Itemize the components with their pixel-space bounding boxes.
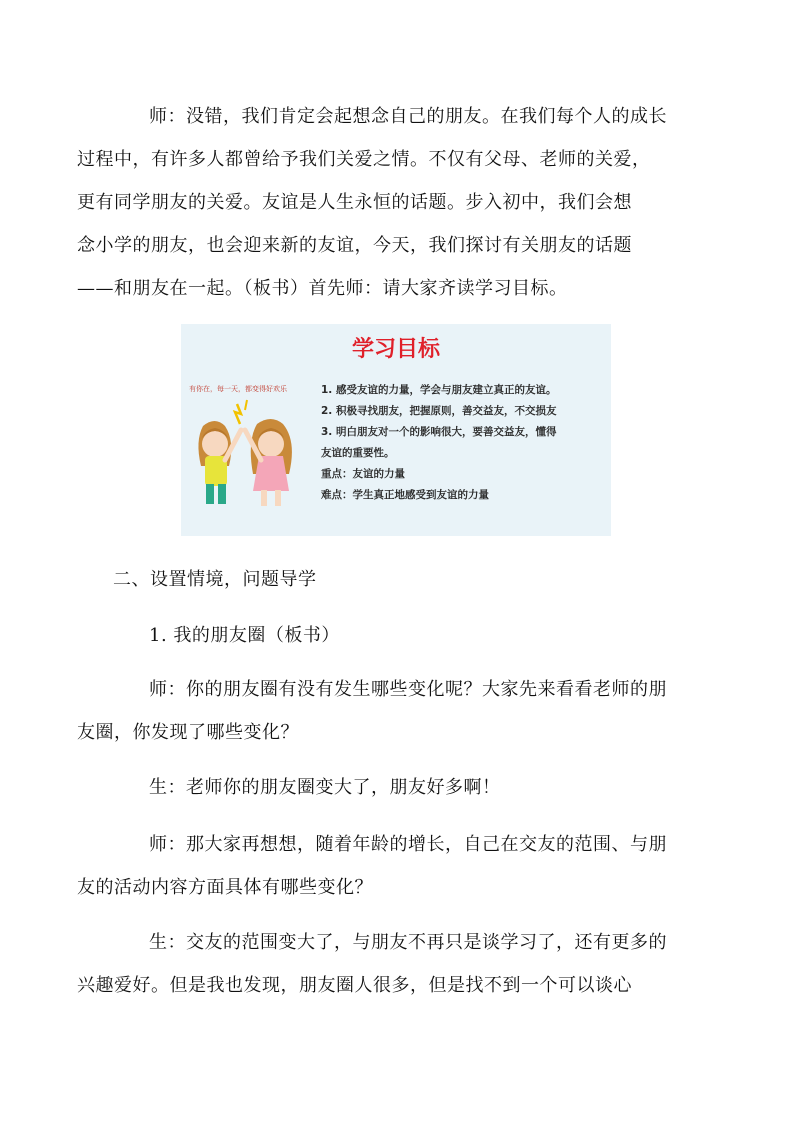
subsection-title: 1. 我的朋友圈（板书） [149,625,340,646]
text-line: 生：老师你的朋友圈变大了，朋友好多啊！ [149,777,501,798]
key-point: 重点：友谊的力量 [321,468,405,480]
figure-caption: 有你在，每一天，都变得好欢乐 [189,385,287,393]
section-title: 二、设置情境，问题导学 [113,569,317,590]
text-line: 友圈，你发现了哪些变化？ [77,722,299,743]
text-line: 过程中，有许多人都曾给予我们关爱之情。不仅有父母、老师的关爱， [77,149,651,170]
paragraph-student-reflection [77,921,681,1007]
subsection-heading [113,614,681,657]
text-line: 更有同学朋友的关爱。友谊是人生永恒的话题。步入初中，我们会想 [77,192,632,213]
goal-item: 3. 明白朋友对一个的影响很大，要善交益友，懂得 [321,426,557,438]
text-line: 念小学的朋友，也会迎来新的友谊，今天，我们探讨有关朋友的话题 [77,235,632,256]
goal-item: 2. 积极寻找朋友，把握原则，善交益友，不交损友 [321,405,557,417]
text-line: 师：没错，我们肯定会起想念自己的朋友。在我们每个人的成长 [149,106,667,127]
text-line: 兴趣爱好。但是我也发现，朋友圈人很多，但是找不到一个可以谈心 [77,975,632,996]
text-line: ——和朋友在一起。（板书）首先师：请大家齐读学习目标。 [77,278,568,299]
goals-list [321,380,606,506]
section-heading [113,558,681,601]
figure-title: 学习目标 [351,337,440,362]
paragraph-intro [77,95,681,310]
two-girls-high-five-illustration [185,396,315,511]
paragraph-teacher-followup [77,823,681,909]
difficult-point: 难点：学生真正地感受到友谊的力量 [321,489,489,501]
text-line: 师：你的朋友圈有没有发生哪些变化呢？大家先来看看老师的朋 [149,679,667,700]
paragraph-student-answer [113,766,681,809]
paragraph-teacher-question [77,668,681,754]
text-line: 生：交友的范围变大了，与朋友不再只是谈学习了，还有更多的 [149,932,667,953]
goal-item: 友谊的重要性。 [321,447,395,459]
goal-item: 1. 感受友谊的力量，学会与朋友建立真正的友谊。 [321,384,557,396]
learning-goals-figure [181,324,611,536]
text-line: 友的活动内容方面具体有哪些变化？ [77,877,373,898]
text-line: 师：那大家再想想，随着年龄的增长，自己在交友的范围、与朋 [149,834,667,855]
